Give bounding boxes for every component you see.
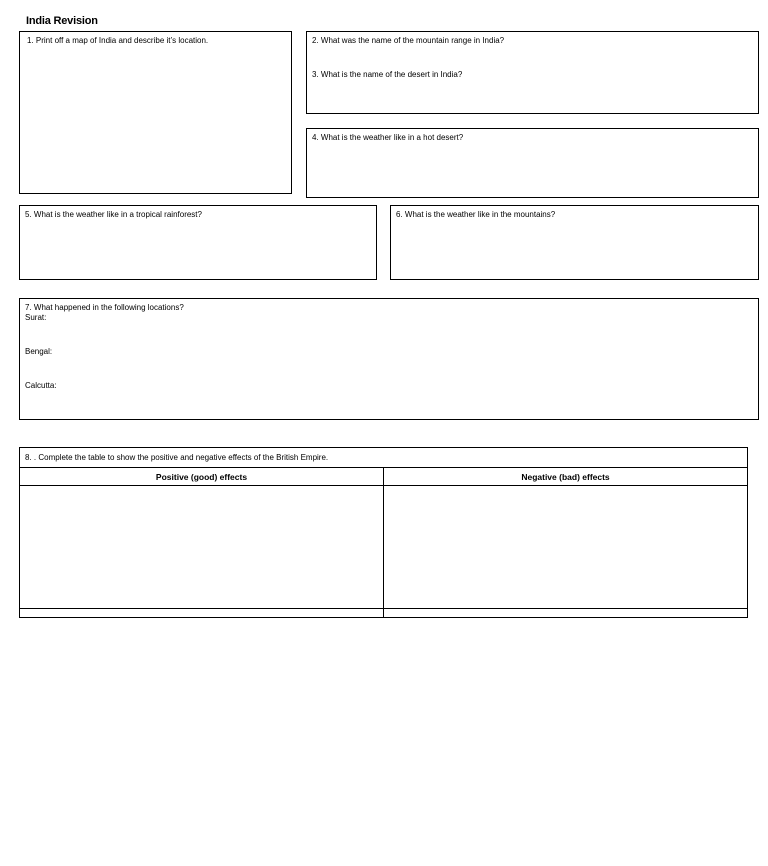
question-7: 7. What happened in the following locations? <box>25 303 184 312</box>
question-7-box[interactable] <box>19 298 759 420</box>
negative-effects-extra-cell[interactable] <box>384 609 748 618</box>
question-1: 1. Print off a map of India and describe it’s location. <box>27 36 209 45</box>
negative-effects-header: Negative (bad) effects <box>384 468 748 486</box>
question-5-box[interactable] <box>19 205 377 280</box>
question-3: 3. What is the name of the desert in India? <box>312 70 463 79</box>
location-calcutta: Calcutta: <box>25 381 57 390</box>
question-4: 4. What is the weather like in a hot desert? <box>312 133 464 142</box>
question-1-box[interactable] <box>19 31 292 194</box>
positive-effects-cell[interactable] <box>20 486 384 609</box>
question-2: 2. What was the name of the mountain range in India? <box>312 36 505 45</box>
location-surat: Surat: <box>25 313 47 322</box>
question-6: 6. What is the weather like in the mountains? <box>396 210 556 219</box>
positive-effects-header: Positive (good) effects <box>20 468 384 486</box>
question-5: 5. What is the weather like in a tropical rainforest? <box>25 210 202 219</box>
question-6-box[interactable] <box>390 205 759 280</box>
page-title: India Revision <box>26 15 98 27</box>
question-8: 8. . Complete the table to show the positive and negative effects of the British Empire. <box>20 448 748 468</box>
location-bengal: Bengal: <box>25 347 53 356</box>
effects-table <box>19 447 748 618</box>
positive-effects-extra-cell[interactable] <box>20 609 384 618</box>
question-4-box[interactable] <box>306 128 759 198</box>
negative-effects-cell[interactable] <box>384 486 748 609</box>
question-2-3-box[interactable] <box>306 31 759 114</box>
